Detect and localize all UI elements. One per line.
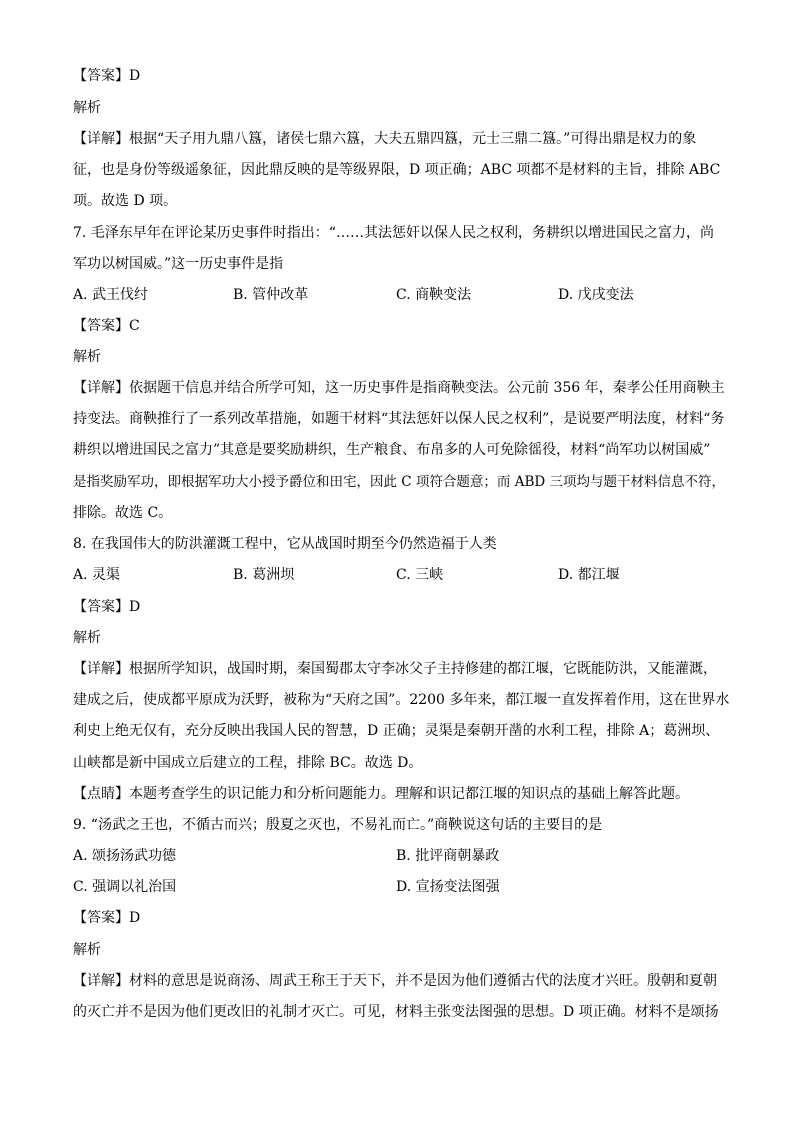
analysis-label: 解析 [73, 630, 101, 646]
answer-label: 【答案】C [73, 318, 140, 334]
question-7-cont: 军功以树国威。”这一历史事件是指 [73, 256, 284, 272]
option-b: B. 管仲改革 [233, 287, 309, 303]
option-b: B. 批评商朝暴政 [396, 848, 500, 864]
detail-text: 【详解】根据所学知识，战国时期，秦国蜀郡太守李冰父子主持修建的都江堰，它既能防洪，又能灌溉， [73, 661, 717, 677]
option-c: C. 三峡 [396, 567, 444, 583]
note-text: 【点睛】本题考查学生的识记能力和分析问题能力。理解和识记都江堰的知识点的基础上解答此题。 [73, 786, 689, 802]
detail-text: 是指奖励军功，即根据军功大小授予爵位和田宅，因此 C 项符合题意；而 ABD 三项均与题干材料信息不符， [73, 474, 725, 490]
detail-text: 山峡都是新中国成立后建立的工程，排除 BC。故选 D。 [73, 755, 423, 771]
option-b: B. 葛洲坝 [233, 567, 295, 583]
answer-label: 【答案】D [73, 68, 141, 84]
question-7-options [73, 285, 733, 305]
detail-text: 【详解】依据题干信息并结合所学可知，这一历史事件是指商鞅变法。公元前 356 年，秦孝公任用商鞅主 [73, 380, 725, 396]
detail-text: 排除。故选 C。 [73, 505, 173, 521]
detail-text: 建成之后，使成都平原成为沃野，被称为“天府之国”。2200 多年来，都江堰一直发挥着作用，这在世界水 [73, 692, 730, 708]
detail-text: 【详解】根据“天子用九鼎八簋，诸侯七鼎六簋，大夫五鼎四簋，元士三鼎二簋。”可得出鼎是权力的象 [73, 131, 697, 147]
option-a: A. 武王伐纣 [73, 287, 149, 303]
analysis-label: 解析 [73, 100, 101, 116]
answer-label: 【答案】D [73, 910, 141, 926]
detail-text: 征，也是身份等级遥象征，因此鼎反映的是等级界限，D 项正确；ABC 项都不是材料的主旨，排除 ABC [73, 162, 721, 178]
option-d: D. 戊戌变法 [558, 287, 634, 303]
detail-text: 利史上绝无仅有，充分反映出我国人民的智慧，D 正确；灵渠是秦朝开凿的水利工程，排除 A；葛洲坝、 [73, 723, 720, 739]
question-7: 7. 毛泽东早年在评论某历史事件时指出：“……其法惩奸以保人民之权利，务耕织以增进国民之富力，尚 [73, 225, 714, 241]
detail-text: 项。故选 D 项。 [73, 193, 178, 209]
detail-text: 【详解】材料的意思是说商汤、周武王称王于天下，并不是因为他们遵循古代的法度才兴旺。殷朝和夏朝 [73, 973, 717, 989]
question-9-options-row1 [73, 846, 733, 866]
detail-text: 耕织以增进国民之富力”其意是要奖励耕织，生产粮食、布帛多的人可免除徭役，材料“尚军功以树国威” [73, 442, 711, 458]
question-8-options [73, 565, 733, 585]
option-a: A. 灵渠 [73, 567, 121, 583]
detail-text: 的灭亡并不是因为他们更改旧的礼制才灭亡。可见，材料主张变法图强的思想。D 项正确。材料不是颂扬 [73, 1004, 719, 1020]
analysis-label: 解析 [73, 942, 101, 958]
option-c: C. 商鞅变法 [396, 287, 472, 303]
question-9-options-row2 [73, 877, 733, 897]
analysis-label: 解析 [73, 349, 101, 365]
option-d: D. 都江堰 [558, 567, 620, 583]
option-a: A. 颂扬汤武功德 [73, 848, 177, 864]
answer-label: 【答案】D [73, 599, 141, 615]
option-d: D. 宣扬变法图强 [396, 879, 500, 895]
question-8: 8. 在我国伟大的防洪灌溉工程中，它从战国时期至今仍然造福于人类 [73, 536, 497, 552]
detail-text: 持变法。商鞅推行了一系列改革措施，如题干材料“其法惩奸以保人民之权利”，是说要严明法度，材料“务 [73, 411, 725, 427]
option-c: C. 强调以礼治国 [73, 879, 177, 895]
question-9: 9. “汤武之王也，不循古而兴；殷夏之灭也，不易礼而亡。”商鞅说这句话的主要目的是 [73, 817, 603, 833]
